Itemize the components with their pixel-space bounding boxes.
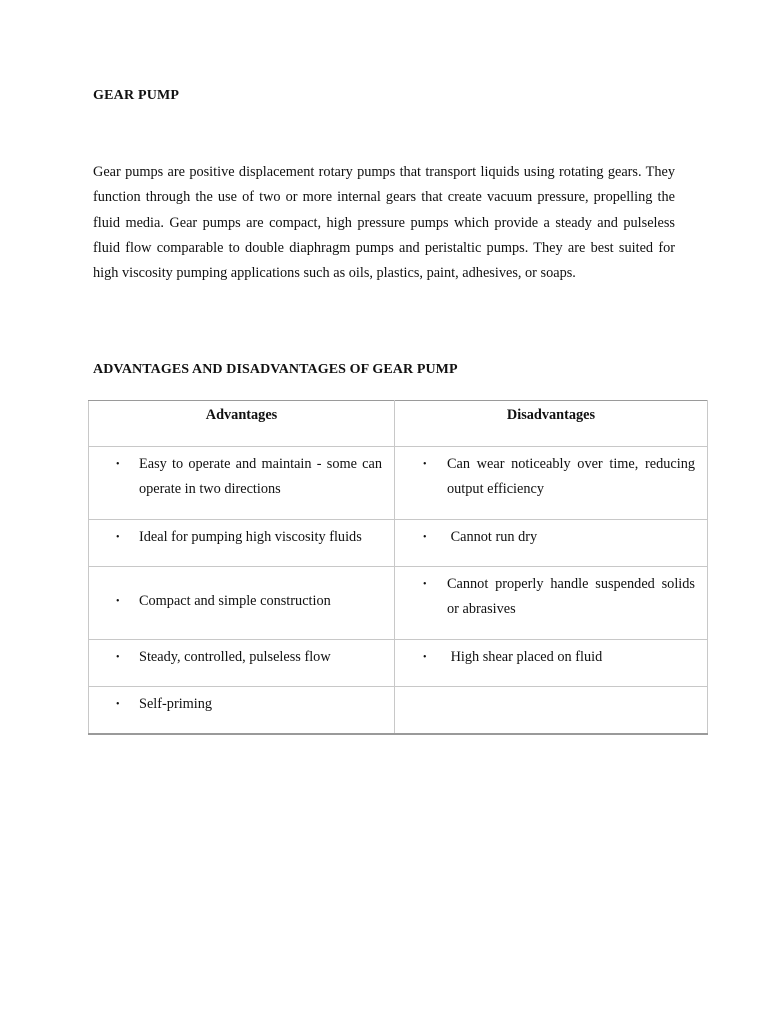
bullet-icon: • <box>423 459 427 470</box>
list-item <box>395 447 707 503</box>
header-advantages: Advantages <box>89 401 395 447</box>
table-row <box>89 567 708 640</box>
document-title: GEAR PUMP <box>93 88 180 103</box>
list-item <box>395 640 707 670</box>
disadvantage-text: High shear placed on fluid <box>447 649 603 665</box>
advantage-text: Ideal for pumping high viscosity fluids <box>139 529 362 545</box>
disadvantage-cell <box>395 640 708 687</box>
table-row <box>89 520 708 567</box>
advantage-text: Steady, controlled, pulseless flow <box>139 649 331 665</box>
table-header-row <box>89 401 708 447</box>
advantage-cell <box>89 520 395 567</box>
disadvantage-cell <box>395 520 708 567</box>
list-item <box>395 567 707 623</box>
bullet-icon: • <box>116 699 120 710</box>
bullet-icon: • <box>116 596 120 608</box>
list-item <box>89 640 394 670</box>
table-row <box>89 447 708 520</box>
bullet-icon: • <box>116 459 120 470</box>
list-item <box>89 520 394 550</box>
disadvantage-text: Cannot run dry <box>447 529 538 545</box>
disadvantage-text: Can wear noticeably over time, reducing output efficiency <box>447 456 695 498</box>
advantage-cell <box>89 567 395 640</box>
advantage-cell <box>89 687 395 735</box>
advantage-text: Easy to operate and maintain - some can operate in two directions <box>139 456 382 498</box>
disadvantage-text: Cannot properly handle suspended solids or abrasives <box>447 576 695 618</box>
disadvantage-cell <box>395 447 708 520</box>
header-disadvantages: Disadvantages <box>395 401 708 447</box>
bullet-icon: • <box>423 579 427 590</box>
table-row <box>89 687 708 735</box>
disadvantage-cell <box>395 567 708 640</box>
advantages-disadvantages-table <box>88 400 708 735</box>
list-item <box>89 687 394 717</box>
table-row <box>89 640 708 687</box>
advantage-cell <box>89 640 395 687</box>
section-heading: ADVANTAGES AND DISADVANTAGES OF GEAR PUMP <box>93 362 458 377</box>
bullet-icon: • <box>116 532 120 543</box>
bullet-icon: • <box>423 532 427 543</box>
list-item <box>89 447 394 503</box>
bullet-icon: • <box>116 652 120 663</box>
advantage-text: Compact and simple construction <box>139 593 331 610</box>
list-item <box>395 520 707 550</box>
intro-paragraph: Gear pumps are positive displacement rotary pumps that transport liquids using rotating gears. They function through the use of two or more internal gears that create vacuum pressure, propelling the fluid media. Gear pumps are compact, high pressure pumps which provide a steady and pulseless fluid flow comparable to double diaphragm pumps and peristaltic pumps. They are best suited for high viscosity pumping applications such as oils, plastics, paint, adhesives, or soaps. <box>93 164 675 282</box>
advantage-cell <box>89 447 395 520</box>
list-item <box>89 589 394 616</box>
advantage-text: Self-priming <box>139 696 213 712</box>
bullet-icon: • <box>423 652 427 663</box>
disadvantage-cell-empty <box>395 687 708 735</box>
